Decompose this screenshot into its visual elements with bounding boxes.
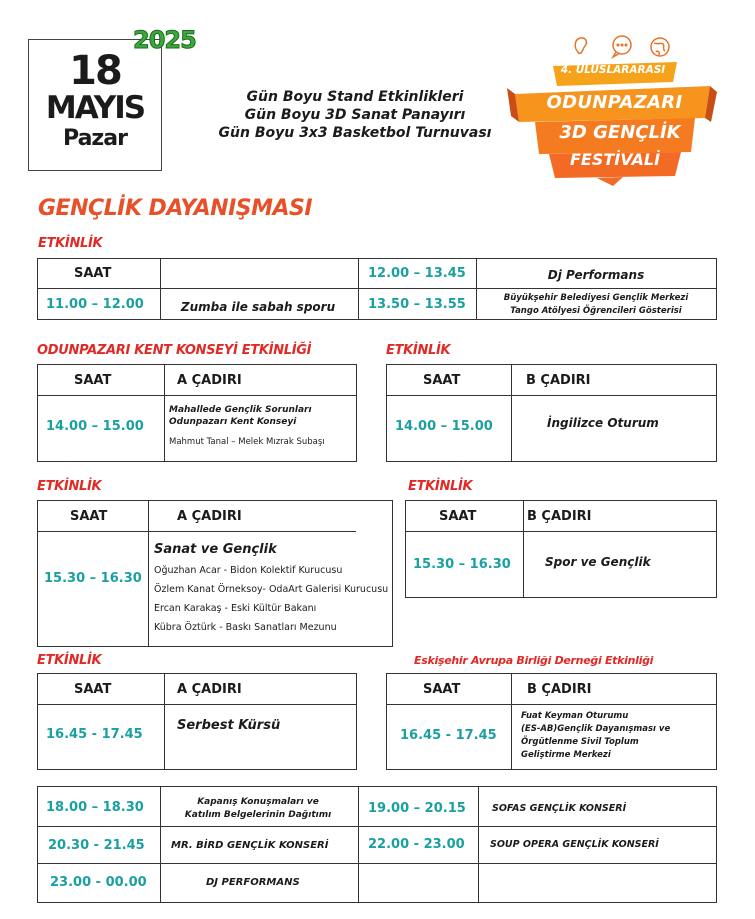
block4-right-tent: B ÇADIRI — [527, 682, 592, 697]
block3-right-time: 15.30 – 16.30 — [413, 557, 511, 572]
day-number: 18 — [69, 48, 121, 94]
block1-event-3-line2: Tango Atölyesi Öğrencileri Gösterisi — [510, 306, 682, 316]
block5-row3-event-a: DJ PERFORMANS — [206, 877, 300, 888]
block1-saat-header: SAAT — [74, 266, 112, 281]
block2-right-saat: SAAT — [423, 373, 461, 388]
block5-row2-event-b: SOUP OPERA GENÇLİK KONSERİ — [490, 839, 659, 850]
block5-row2-time-b: 22.00 - 23.00 — [368, 837, 465, 852]
block2-right-tent: B ÇADIRI — [526, 373, 591, 388]
block3-person-4: Kübra Öztürk - Baskı Sanatları Mezunu — [154, 622, 337, 633]
block1-event-3-line1: Büyükşehir Belediyesi Gençlik Merkezi — [503, 293, 689, 303]
block2-left-event-1: Mahallede Gençlik Sorunları — [169, 405, 312, 415]
logo-line-3: 3D GENÇLİK — [559, 122, 681, 143]
block4-right-event-1: Fuat Keyman Oturumu — [521, 711, 629, 721]
logo-line-4: FESTİVALİ — [569, 150, 661, 169]
block3-left-time: 15.30 – 16.30 — [44, 571, 142, 586]
block3-left-saat: SAAT — [70, 509, 108, 524]
block4-right-saat: SAAT — [423, 682, 461, 697]
block5-row1-time-a: 18.00 – 18.30 — [46, 800, 144, 815]
block5-row1-event-b: SOFAS GENÇLİK KONSERİ — [492, 803, 627, 814]
block4-left-saat: SAAT — [74, 682, 112, 697]
block1-time-2: 11.00 – 12.00 — [46, 297, 144, 312]
block2-left-people: Mahmut Tanal – Melek Mızrak Subaşı — [169, 437, 325, 447]
block3-right-label: ETKİNLİK — [408, 479, 473, 494]
block2-right-event: İngilizce Oturum — [547, 416, 659, 430]
block4-right-event-3: Örgütlenme Sivil Toplum — [521, 737, 639, 747]
month: MAYIS — [45, 90, 145, 126]
block3-left-label: ETKİNLİK — [37, 479, 102, 494]
block3-person-1: Oğuzhan Acar - Bidon Kolektif Kurucusu — [154, 565, 343, 576]
block2-left-label: ODUNPAZARI KENT KONSEYİ ETKİNLİĞİ — [37, 343, 312, 358]
logo-line-2: ODUNPAZARI — [546, 92, 683, 113]
block5-row2-time-a: 20.30 - 21.45 — [48, 838, 145, 853]
year: 2025 — [133, 26, 196, 54]
block3-person-3: Ercan Karakaş - Eski Kültür Bakanı — [154, 603, 317, 614]
block5-row1-event-a-2: Katılım Belgelerinin Dağıtımı — [184, 810, 332, 820]
globe-icon — [651, 38, 669, 56]
block5-row3-time-a: 23.00 - 00.00 — [50, 875, 147, 890]
headline-3: Gün Boyu 3x3 Basketbol Turnuvası — [218, 125, 492, 141]
block1-event-2: Zumba ile sabah sporu — [180, 300, 336, 314]
block5-row1-event-a-1: Kapanış Konuşmaları ve — [197, 797, 319, 807]
section-title: GENÇLİK DAYANIŞMASI — [38, 196, 313, 221]
block4-left-event: Serbest Kürsü — [177, 718, 281, 733]
logo-line-1: 4. ULUSLARARASI — [560, 64, 666, 76]
block1-event-1: Dj Performans — [547, 268, 645, 282]
block3-left-event: Sanat ve Gençlik — [154, 542, 277, 557]
block4-left-tent: A ÇADIRI — [177, 682, 242, 697]
block2-left-saat: SAAT — [74, 373, 112, 388]
block2-left-tent: A ÇADIRI — [177, 373, 242, 388]
block3-right-tent: B ÇADIRI — [527, 509, 592, 524]
headline-2: Gün Boyu 3D Sanat Panayırı — [244, 107, 466, 123]
block2-right-time: 14.00 – 15.00 — [395, 419, 493, 434]
ear-icon — [575, 38, 586, 54]
headline-1: Gün Boyu Stand Etkinlikleri — [246, 89, 464, 105]
speech-bubble-icon — [613, 36, 631, 57]
block2-right-label: ETKİNLİK — [386, 343, 451, 358]
block4-right-event-4: Geliştirme Merkezi — [521, 750, 611, 760]
block3-right-saat: SAAT — [439, 509, 477, 524]
block3-person-2: Özlem Kanat Örneksoy- OdaArt Galerisi Kurucusu — [154, 584, 389, 595]
weekday: Pazar — [63, 126, 127, 151]
block3-right-event: Spor ve Gençlik — [545, 555, 651, 569]
block3-left-tent: A ÇADIRI — [177, 509, 242, 524]
block2-left-event-2: Odunpazarı Kent Konseyi — [169, 417, 297, 427]
block1-time-1: 12.00 – 13.45 — [368, 266, 466, 281]
block4-left-time: 16.45 - 17.45 — [46, 727, 143, 742]
block2-left-time: 14.00 – 15.00 — [46, 419, 144, 434]
block1-time-3: 13.50 – 13.55 — [368, 297, 466, 312]
block5-row1-time-b: 19.00 – 20.15 — [368, 801, 466, 816]
block5-row2-event-a: MR. BİRD GENÇLİK KONSERİ — [171, 840, 329, 851]
block4-left-label: ETKİNLİK — [37, 653, 102, 668]
block4-right-event-2: (ES-AB)Gençlik Dayanışması ve — [521, 724, 671, 734]
block1-label: ETKİNLİK — [38, 236, 103, 251]
block4-right-time: 16.45 - 17.45 — [400, 728, 497, 743]
block4-right-label: Eskişehir Avrupa Birliği Derneği Etkinliği — [414, 654, 654, 667]
